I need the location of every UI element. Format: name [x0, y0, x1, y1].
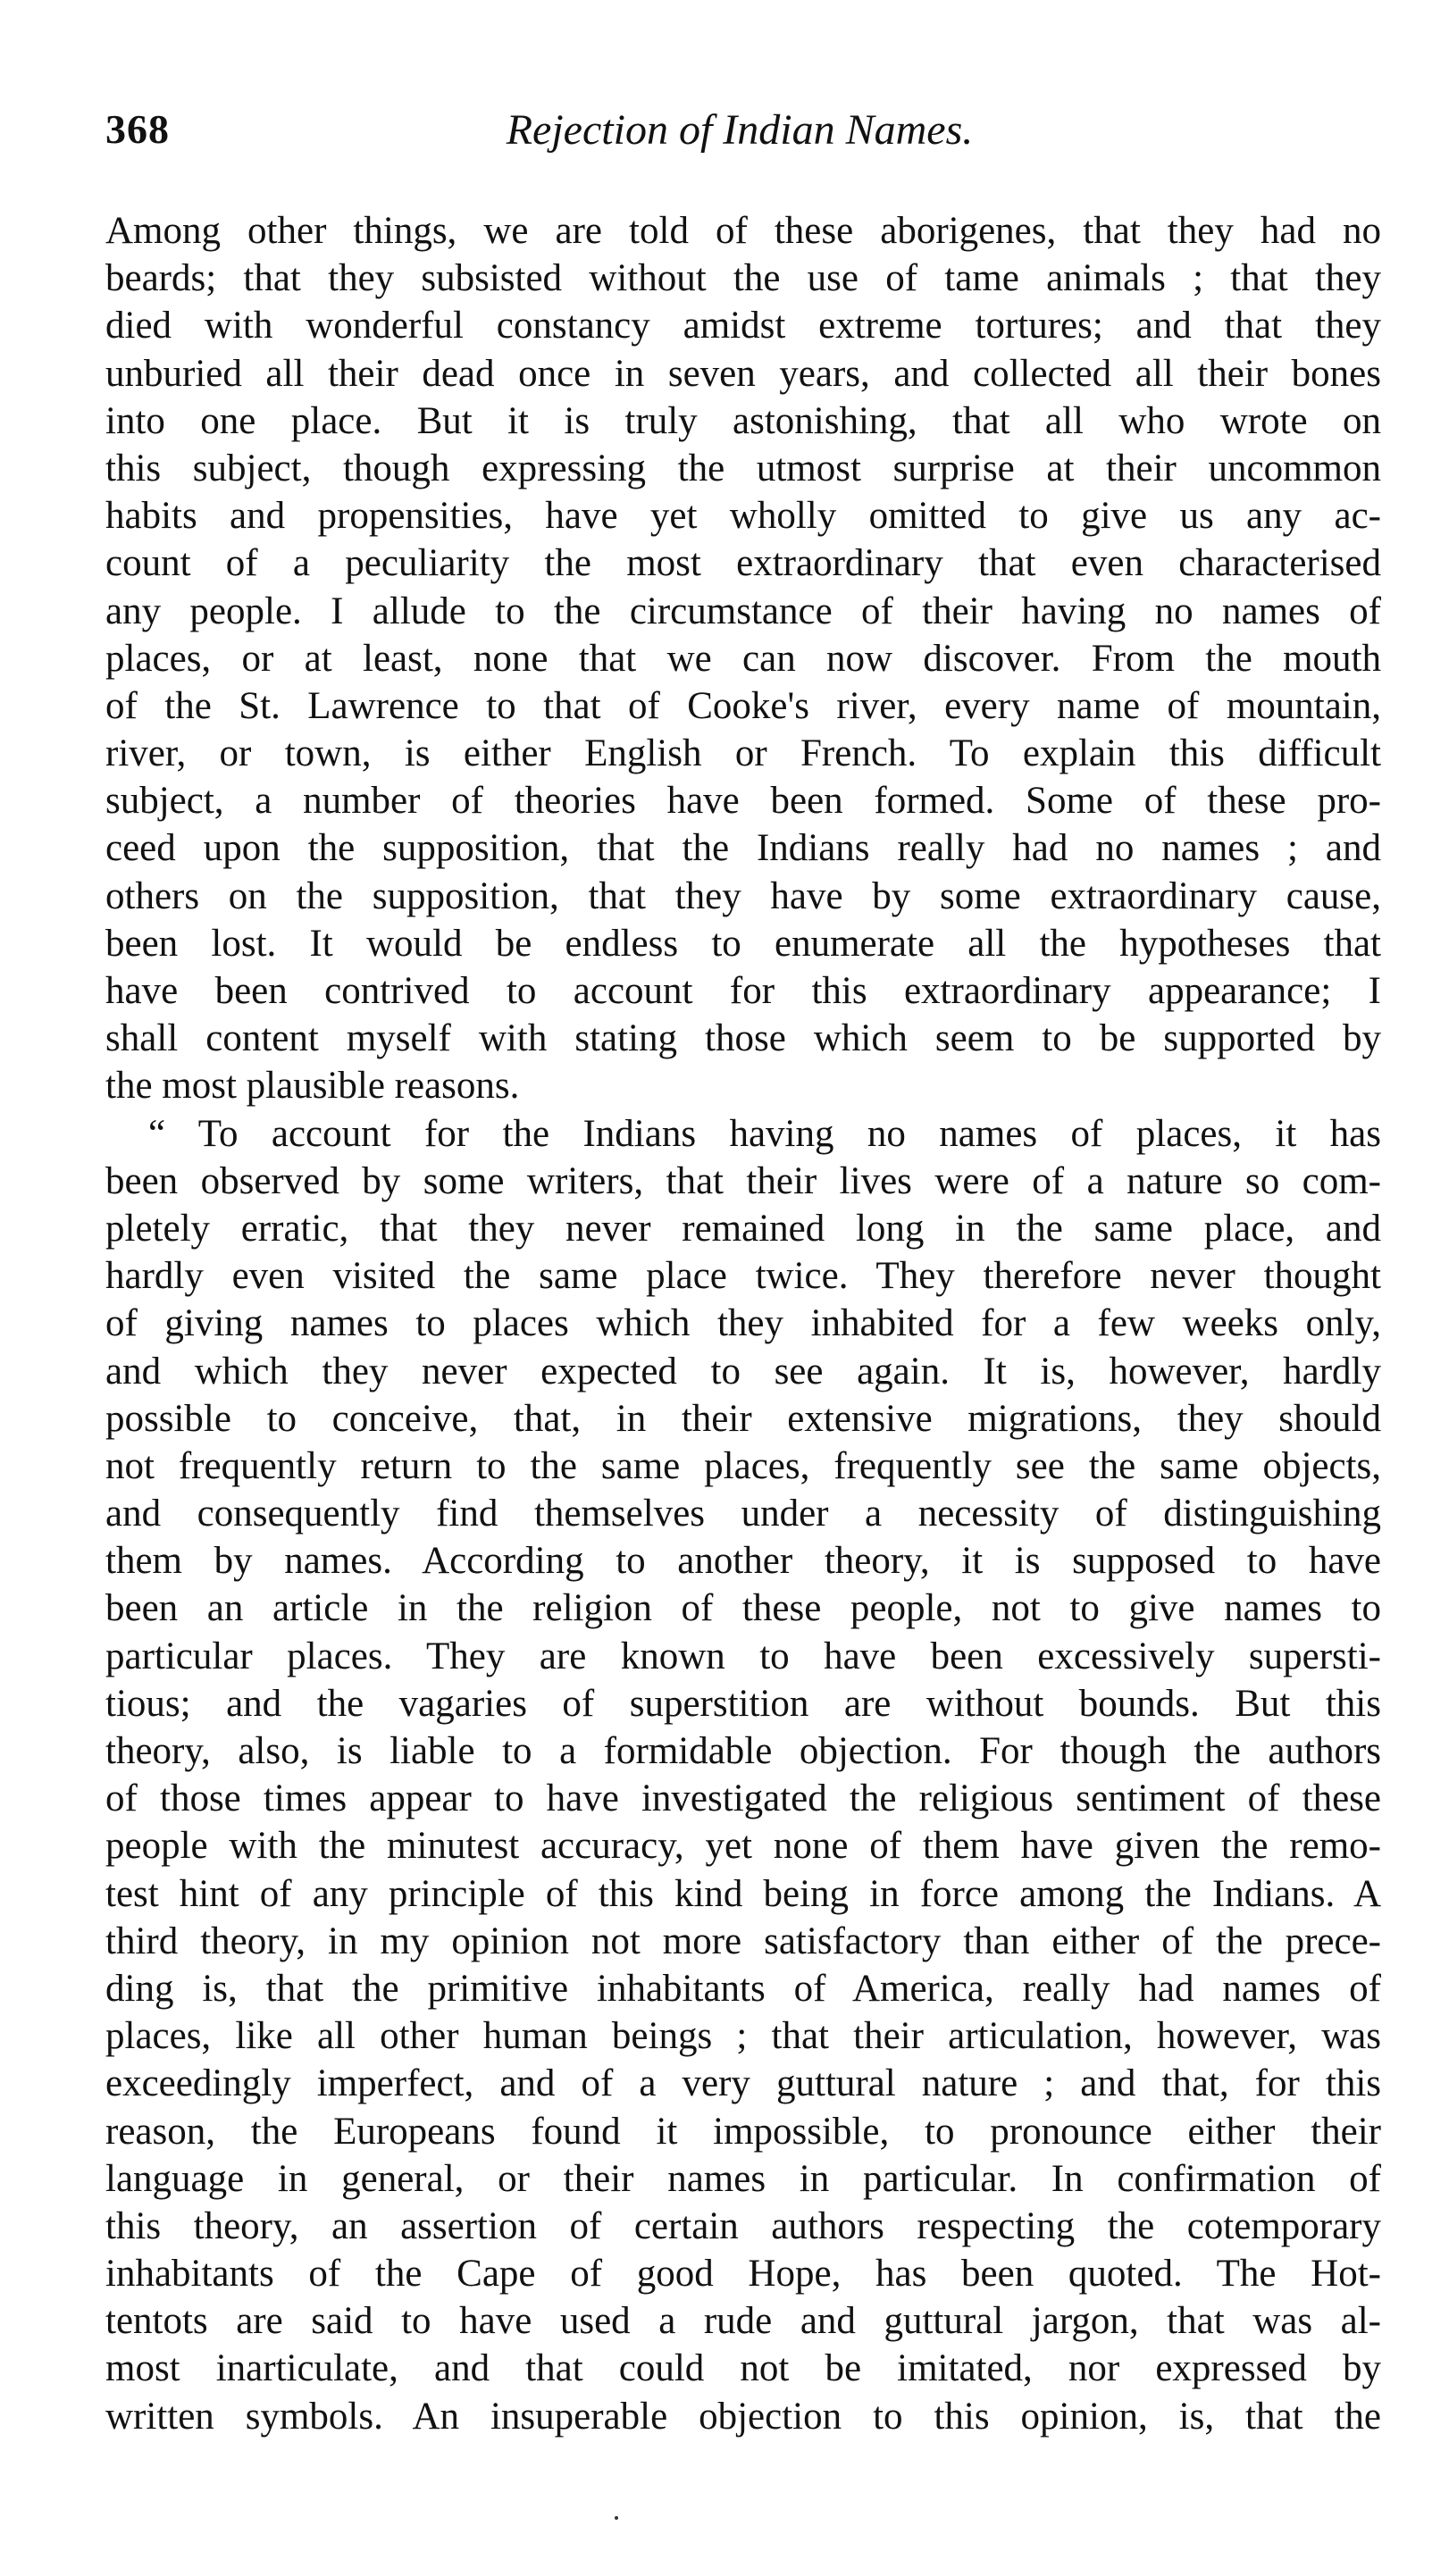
ink-speck — [615, 2516, 618, 2520]
text-line: been lost. It would be endless to enumerate all the hypotheses that — [105, 922, 1381, 965]
text-line: third theory, in my opinion not more satisfactory than either of the prece- — [105, 1919, 1381, 1962]
text-line: places, or at least, none that we can now discover. From the mouth — [105, 637, 1381, 680]
text-line: beards; that they subsisted without the use of tame animals ; that they — [105, 257, 1381, 300]
text-line: subject, a number of theories have been formed. Some of these pro- — [105, 780, 1381, 823]
text-line: and consequently find themselves under a necessity of distinguishing — [105, 1493, 1381, 1535]
page-number: 368 — [105, 106, 170, 152]
text-line: have been contrived to account for this extraordinary appearance; I — [105, 970, 1381, 1012]
text-line: been an article in the religion of these people, not to give names to — [105, 1587, 1381, 1630]
text-line: possible to conceive, that, in their extensive migrations, they should — [105, 1397, 1381, 1440]
running-title: Rejection of Indian Names. — [506, 106, 974, 154]
text-line: them by names. According to another theory, it is supposed to have — [105, 1540, 1381, 1583]
text-line: ceed upon the supposition, that the Indians really had no names ; and — [105, 827, 1381, 870]
text-line: written symbols. An insuperable objection to this opinion, is, that the — [105, 2395, 1381, 2438]
text-line: exceedingly imperfect, and of a very guttural nature ; and that, for this — [105, 2062, 1381, 2105]
text-line: any people. I allude to the circumstance of their having no names of — [105, 590, 1381, 632]
text-line: habits and propensities, have yet wholly omitted to give us any ac- — [105, 495, 1381, 538]
text-line: hardly even visited the same place twice. They therefore never thought — [105, 1255, 1381, 1298]
text-line: theory, also, is liable to a formidable objection. For though the authors — [105, 1730, 1381, 1772]
text-line: river, or town, is either English or French. To explain this difficult — [105, 732, 1381, 775]
text-line: “ To account for the Indians having no names of places, it has — [148, 1112, 1381, 1155]
text-line: count of a peculiarity the most extraordinary that even characterised — [105, 542, 1381, 585]
text-line: reason, the Europeans found it impossible, to pronounce either their — [105, 2110, 1381, 2153]
text-line: tious; and the vagaries of superstition are without bounds. But this — [105, 1682, 1381, 1725]
text-line: language in general, or their names in particular. In confirmation of — [105, 2157, 1381, 2200]
text-line: of those times appear to have investigated the religious sentiment of these — [105, 1777, 1381, 1820]
text-line: and which they never expected to see again. It is, however, hardly — [105, 1350, 1381, 1393]
text-line: not frequently return to the same places, frequently see the same objects, — [105, 1444, 1381, 1487]
body-text — [105, 207, 1381, 2440]
text-line: most inarticulate, and that could not be imitated, nor expressed by — [105, 2347, 1381, 2390]
text-line: particular places. They are known to have been excessively supersti- — [105, 1635, 1381, 1677]
text-line: this subject, though expressing the utmost surprise at their uncommon — [105, 447, 1381, 489]
text-line: unburied all their dead once in seven years, and collected all their bones — [105, 352, 1381, 395]
text-line: into one place. But it is truly astonishing, that all who wrote on — [105, 399, 1381, 442]
text-line: this theory, an assertion of certain authors respecting the cotemporary — [105, 2204, 1381, 2247]
text-line: Among other things, we are told of these aborigenes, that they had no — [105, 210, 1381, 252]
text-line: places, like all other human beings ; that their articulation, however, was — [105, 2015, 1381, 2058]
text-line: others on the supposition, that they have by some extraordinary cause, — [105, 874, 1381, 917]
text-line: the most plausible reasons. — [105, 1065, 520, 1108]
text-line: people with the minutest accuracy, yet none of them have given the remo- — [105, 1825, 1381, 1868]
text-line: of the St. Lawrence to that of Cooke's river, every name of mountain, — [105, 684, 1381, 727]
text-line: died with wonderful constancy amidst extreme tortures; and that they — [105, 305, 1381, 347]
text-line: been observed by some writers, that their lives were of a nature so com- — [105, 1159, 1381, 1202]
text-line: ding is, that the primitive inhabitants of America, really had names of — [105, 1967, 1381, 2010]
text-line: test hint of any principle of this kind being in force among the Indians. A — [105, 1872, 1381, 1915]
text-line: shall content myself with stating those which seem to be supported by — [105, 1017, 1381, 1060]
text-line: tentots are said to have used a rude and guttural jargon, that was al- — [105, 2300, 1381, 2343]
text-line: inhabitants of the Cape of good Hope, has been quoted. The Hot- — [105, 2253, 1381, 2296]
text-line: of giving names to places which they inhabited for a few weeks only, — [105, 1302, 1381, 1345]
running-head — [105, 105, 1374, 168]
text-line: pletely erratic, that they never remained long in the same place, and — [105, 1207, 1381, 1250]
